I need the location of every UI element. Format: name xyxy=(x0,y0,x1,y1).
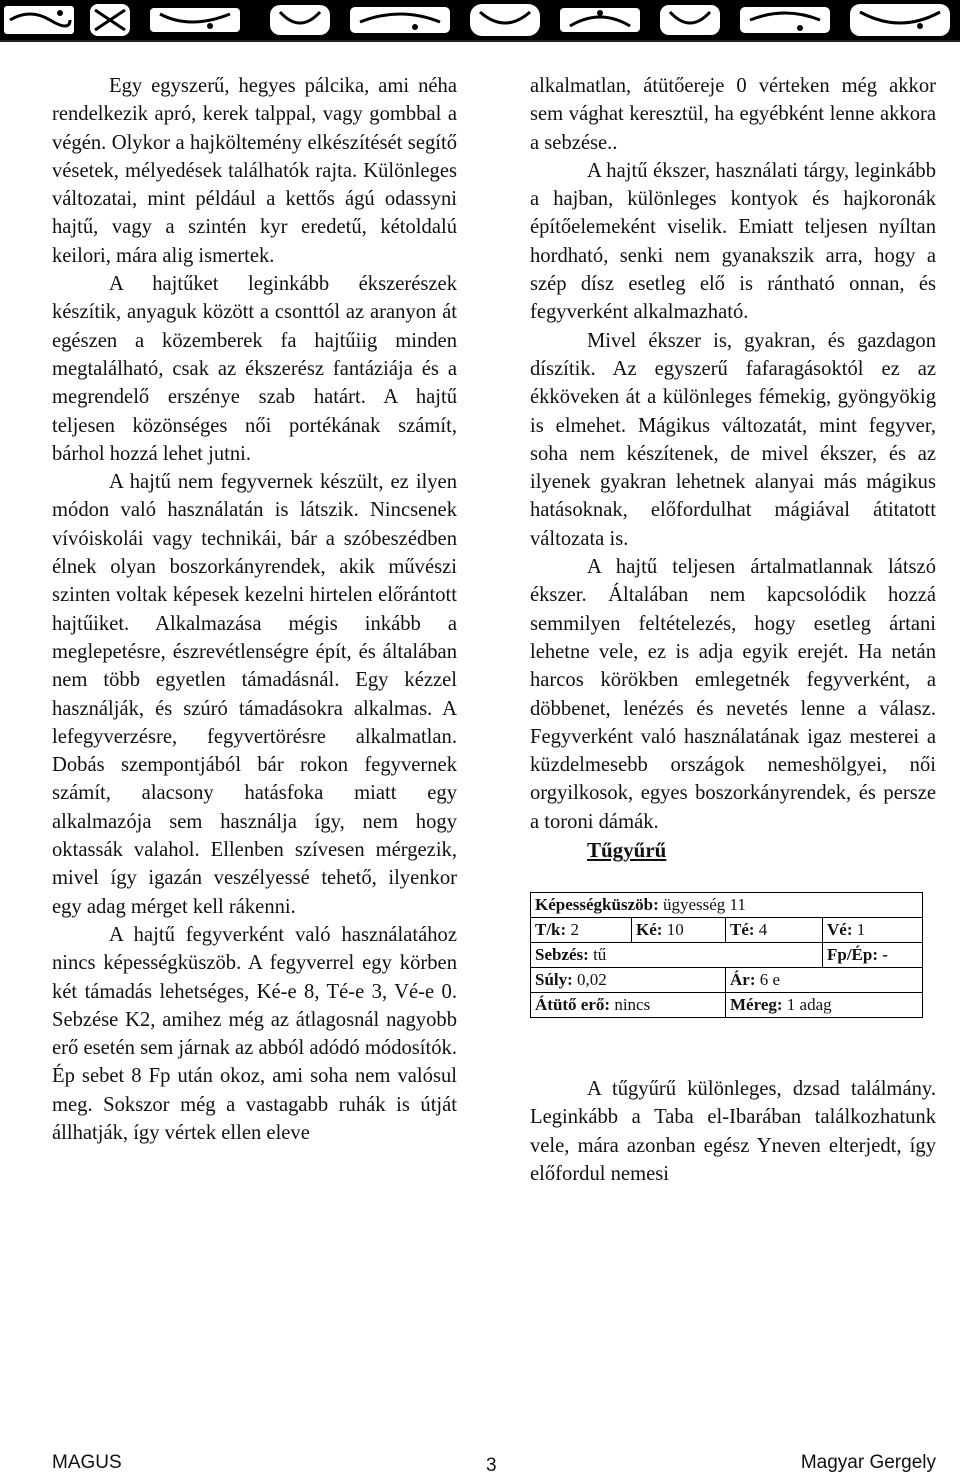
table-row xyxy=(531,968,923,993)
ve-label: Vé: xyxy=(827,920,853,940)
threshold-value: ügyesség 11 xyxy=(662,895,746,915)
ar-value: 6 e xyxy=(759,970,781,990)
ke-value: 10 xyxy=(666,920,684,940)
table-row xyxy=(531,918,923,943)
page-header-banner xyxy=(0,0,960,42)
left-paragraph: A hajtű fegyverként való használatához nincs képességküszöb. A fegyverrel egy körben két támadás lehetséges, Ké-e 8, Té-e 3, Vé-e 0. Sebzése K2, amihez még az átlagosnál nagyobb erő esetén sem járnak az abból adódó módosítók. Ép sebet 8 Fp után okoz, ami soha nem valósul meg. Sokszor még a vastagabb ruhák is útját állhatják, így vértek ellen eleve xyxy=(52,923,457,1144)
footer-title: MAGUS xyxy=(52,1452,122,1473)
atuto-label: Átütő erő: xyxy=(535,995,611,1015)
section-title: Tűgyűrű xyxy=(587,838,667,863)
left-paragraph: Egy egyszerű, hegyes pálcika, ami néha rendelkezik apró, kerek talppal, vagy gombbal a végén. Olykor a hajköltemény elkészítését segítő vésetek, mélyedések találhatók rajta. Különleges változatai, mint például a kettős ágú odassyni hajtű, vagy a szintén kyr eredetű, kétoldalú keilori, mára alig ismertek. xyxy=(52,75,457,267)
suly-label: Súly: xyxy=(535,970,573,990)
te-label: Té: xyxy=(730,920,755,940)
threshold-label: Képességküszöb: xyxy=(535,895,659,915)
suly-cell xyxy=(531,968,726,993)
right-paragraph: Mivel ékszer is, gyakran, és gazdagon díszítik. Az egyszerű fafaragásoktól ez az ékköveken át a különleges fémekig, gyöngyökig is elmehet. Mágikus változatát, mint fegyver, soha nem készítenek, de mivel ékszer, és az ilyenek gyakran lehetnek alanyai más mágikus hatásoknak, előfordulhat mágiával átitatott változata is. xyxy=(530,329,936,550)
sebzes-label: Sebzés: xyxy=(535,945,589,965)
atuto-value: nincs xyxy=(614,995,651,1015)
atuto-cell xyxy=(531,993,726,1018)
page-footer xyxy=(52,1449,936,1475)
sebzes-value: tű xyxy=(593,945,607,965)
right-paragraph: A tűgyűrű különleges, dzsad találmány. Leginkább a Taba el-Ibarában találkozhatunk vele, mára azonban egész Yneven elterjedt, így előfordul nemesi xyxy=(530,1078,936,1185)
ke-cell xyxy=(632,918,726,943)
decorative-banner-graphic xyxy=(0,0,960,40)
weapon-stats-table xyxy=(530,892,923,1018)
threshold-cell xyxy=(531,893,923,918)
fpep-cell xyxy=(823,943,923,968)
mereg-label: Méreg: xyxy=(730,995,783,1015)
tk-label: T/k: xyxy=(535,920,567,940)
sebzes-cell xyxy=(531,943,823,968)
fpep-value: - xyxy=(882,945,888,965)
ve-cell xyxy=(823,918,923,943)
ar-cell xyxy=(726,968,923,993)
table-row xyxy=(531,993,923,1018)
ve-value: 1 xyxy=(856,920,866,940)
page-number: 3 xyxy=(486,1455,497,1476)
te-value: 4 xyxy=(758,920,768,940)
suly-value: 0,02 xyxy=(577,970,607,990)
mereg-value: 1 adag xyxy=(786,995,832,1015)
tk-value: 2 xyxy=(570,920,579,940)
left-column xyxy=(52,72,457,1147)
left-paragraph: A hajtű nem fegyvernek készült, ez ilyen módon való használatán is látszik. Nincsenek vívóiskolái vagy technikái, bár a szóbeszédben élnek olyan boszorkányrendek, akik művészi szinten voltak képesek kezelni hirtelen előrántott hajtűiket. Alkalmazása mégis inkább a meglepetésre, észrevétlenségre épít, és általában nem több egyetlen támadásnál. Egy kézzel használják, és szúró támadásokra alkalmas. A lefegyverzésre, fegyvertörésre alkalmatlan. Dobás szempontjából bár rokon fegyvernek számít, alacsony hatásfoka miatt egy alkalmazója sem használja így, nem hogy oktassák valahol. Ellenben szívesen mérgezik, mivel így igazán veszélyessé tehető, ilyenkor egy adag mérget kell rákenni. xyxy=(52,471,457,918)
footer-author: Magyar Gergely xyxy=(800,1452,936,1473)
fpep-label: Fp/Ép: xyxy=(827,945,879,965)
right-paragraph: alkalmatlan, átütőereje 0 vérteken még akkor sem vághat keresztül, ha egyébként lenne akkora a sebzése.. xyxy=(530,75,936,154)
mereg-cell xyxy=(726,993,923,1018)
tk-cell xyxy=(531,918,632,943)
te-cell xyxy=(726,918,823,943)
table-row xyxy=(531,893,923,918)
left-paragraph: A hajtűket leginkább ékszerészek készítik, anyaguk között a csonttól az aranyon át egészen a közemberek fa hajtűiig minden megtalálható, csak az ékszerész fantáziája és a megrendelő erszénye szab határt. A hajtű teljesen közönséges női portékának számít, bárhol hozzá lehet jutni. xyxy=(52,273,457,465)
right-column xyxy=(530,72,936,1188)
ke-label: Ké: xyxy=(636,920,663,940)
ar-label: Ár: xyxy=(730,970,756,990)
table-row xyxy=(531,943,923,968)
right-paragraph: A hajtű ékszer, használati tárgy, leginkább a hajban, különleges kontyok és hajkoronák építőelemeként viselik. Emiatt teljesen nyíltan hordható, senki nem gyanakszik arra, hogy a szép dísz esetleg elő is rántható onnan, és fegyverként alkalmazható. xyxy=(530,159,936,324)
right-paragraph: A hajtű teljesen ártalmatlannak látszó ékszer. Általában nem kapcsolódik hozzá semmilyen feltételezés, hogy esetleg ártani lehetne vele, ez is adja egyik erejét. Ha netán harcos körökben emlegetnék fegyverként, a döbbenet, lenézés és nevetés lenne a válasz. Fegyverként való használatának igaz mesterei a küzdelmesebb országok nemeshölgyei, női orgyilkosok, egyes boszorkányrendek, és persze a toroni dámák. xyxy=(530,556,936,833)
